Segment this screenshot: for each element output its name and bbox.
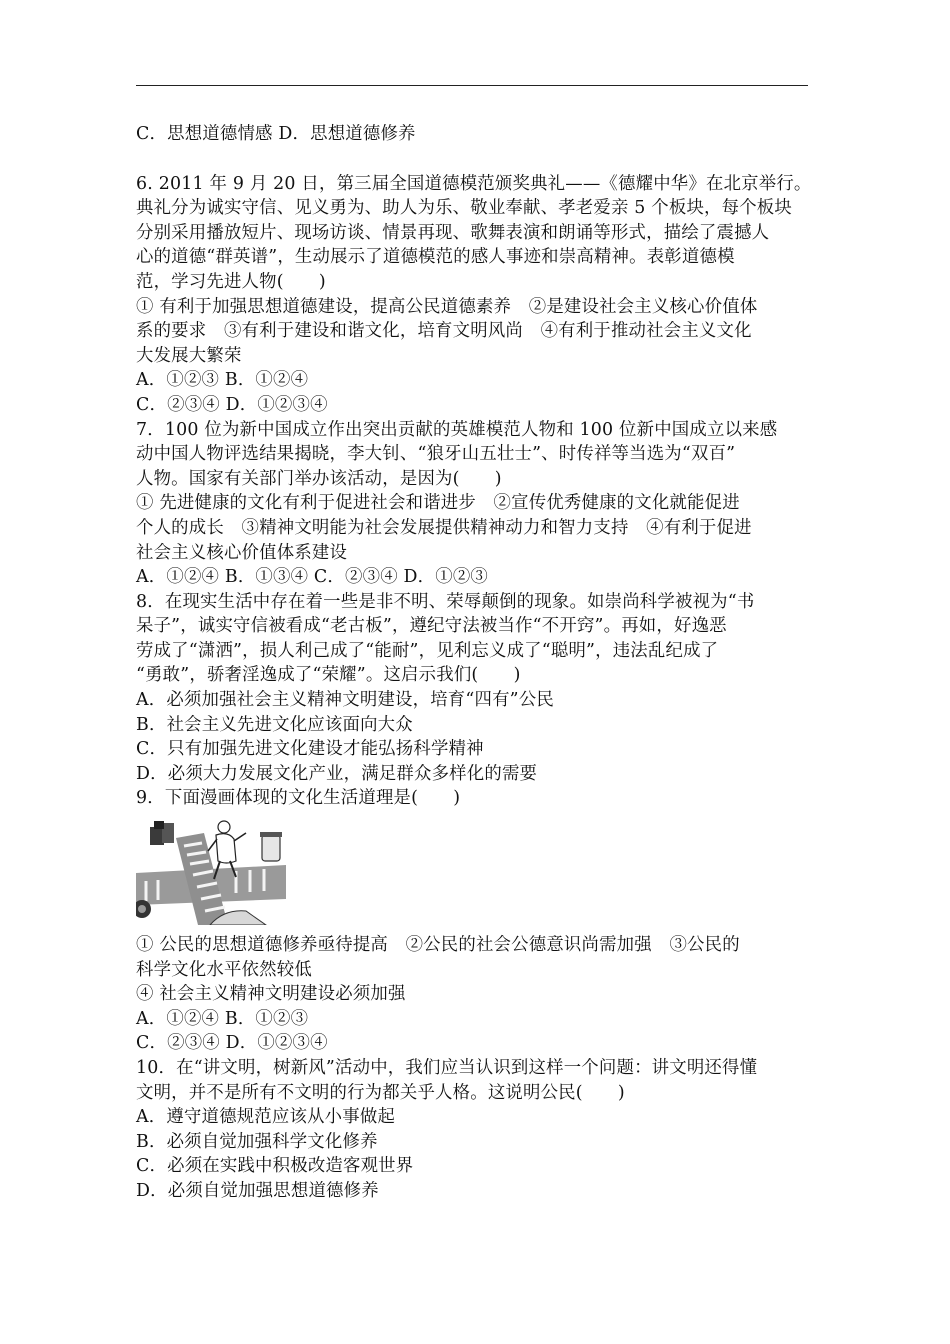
q9-statement-line: ① 公民的思想道德修养亟待提高 ②公民的社会公德意识尚需加强 ③公民的 [136,935,740,956]
q6-stem-line: 6. 2011 年 9 月 20 日，第三届全国道德模范颁奖典礼——《德耀中华》在北京举行。 [136,173,812,194]
q9-statement-line: ④ 社会主义精神文明建设必须加强 [136,984,406,1005]
q7-stem-line: 动中国人物评选结果揭晓，李大钊、“狼牙山五壮士”、时传祥等当选为“双百” [136,444,736,465]
q8-stem-line: 呆子”，诚实守信被看成“老古板”，遵纪守法被当作“不开窍”。再如，好逸恶 [136,616,727,637]
q8-option-a: A．必须加强社会主义精神文明建设，培育“四有”公民 [136,690,554,711]
question-8 [136,590,808,787]
q7-statement-line: 个人的成长 ③精神文明能为社会发展提供精神动力和智力支持 ④有利于促进 [136,517,752,538]
q10-option-c: C．必须在实践中积极改造客观世界 [136,1156,414,1177]
q8-stem-line: 8．在现实生活中存在着一些是非不明、荣辱颠倒的现象。如崇尚科学被视为“书 [136,591,755,612]
q6-stem-line: 典礼分为诚实守信、见义勇为、助人为乐、敬业奉献、孝老爱亲 5 个板块，每个板块 [136,198,792,219]
q8-option-b: B．社会主义先进文化应该面向大众 [136,714,413,735]
q10-stem-line: 文明，并不是所有不文明的行为都关乎人格。这说明公民( ) [136,1082,625,1103]
q6-option-line: A．①②③ B．①②④ [136,370,309,391]
q6-statement-line: ① 有利于加强思想道德建设，提高公民道德素养 ②是建设社会主义核心价值体 [136,296,758,317]
q10-stem-line: 10．在“讲文明，树新风”活动中，我们应当认识到这样一个问题：讲文明还得懂 [136,1058,758,1078]
q10-option-a: A．遵守道德规范应该从小事做起 [136,1107,396,1128]
q10-option-d: D．必须自觉加强思想道德修养 [136,1180,379,1201]
q9-option-line: C．②③④ D．①②③④ [136,1033,328,1054]
question-10 [136,1056,808,1204]
q7-stem-line: 人物。国家有关部门举办该活动，是因为( ) [136,468,502,489]
q6-option-line: C．②③④ D．①②③④ [136,394,328,415]
question-6 [136,172,812,418]
question-7 [136,418,808,590]
q7-statement-line: 社会主义核心价值体系建设 [136,542,348,563]
question-9 [136,786,808,1056]
q9-stem-line: 9．下面漫画体现的文化生活道理是( ) [136,788,461,809]
q6-stem-line: 范，学习先进人物( ) [136,271,326,292]
q7-stem-line: 7．100 位为新中国成立作出突出贡献的英雄模范人物和 100 位新中国成立以来感 [136,419,778,440]
q9-option-line: A．①②④ B．①②③ [136,1008,309,1029]
q8-option-c: C．只有加强先进文化建设才能弘扬科学精神 [136,739,484,760]
q7-statement-line: ① 先进健康的文化有利于促进社会和谐进步 ②宣传优秀健康的文化就能促进 [136,493,740,514]
spacer [136,147,808,172]
header-rule [136,85,808,86]
q9-statement-line: 科学文化水平依然较低 [136,959,312,980]
q5-options-cd: C．思想道德情感 D．思想道德修养 [136,124,416,144]
q6-stem-line: 心的道德“群英谱”，生动展示了道德模范的感人事迹和崇高精神。表彰道德模 [136,247,735,268]
q8-option-d: D．必须大力发展文化产业，满足群众多样化的需要 [136,763,538,784]
q10-option-b: B．必须自觉加强科学文化修养 [136,1131,378,1152]
q6-stem-line: 分别采用播放短片、现场访谈、情景再现、歌舞表演和朗诵等形式，描绘了震撼人 [136,222,770,243]
q8-stem-line: 劳成了“潇洒”，损人利己成了“能耐”，见利忘义成了“聪明”，违法乱纪成了 [136,640,719,661]
q6-statement-line: 大发展大繁荣 [136,345,242,366]
cartoon-figure [136,811,808,933]
cartoon-image [136,813,286,925]
q8-stem-line: “勇敢”，骄奢淫逸成了“荣耀”。这启示我们( ) [136,665,521,686]
q7-option-line: A．①②④ B．①③④ C．②③④ D．①②③ [136,567,489,588]
question-content [136,122,812,1204]
q6-statement-line: 系的要求 ③有利于建设和谐文化，培育文明风尚 ④有利于推动社会主义文化 [136,321,752,342]
